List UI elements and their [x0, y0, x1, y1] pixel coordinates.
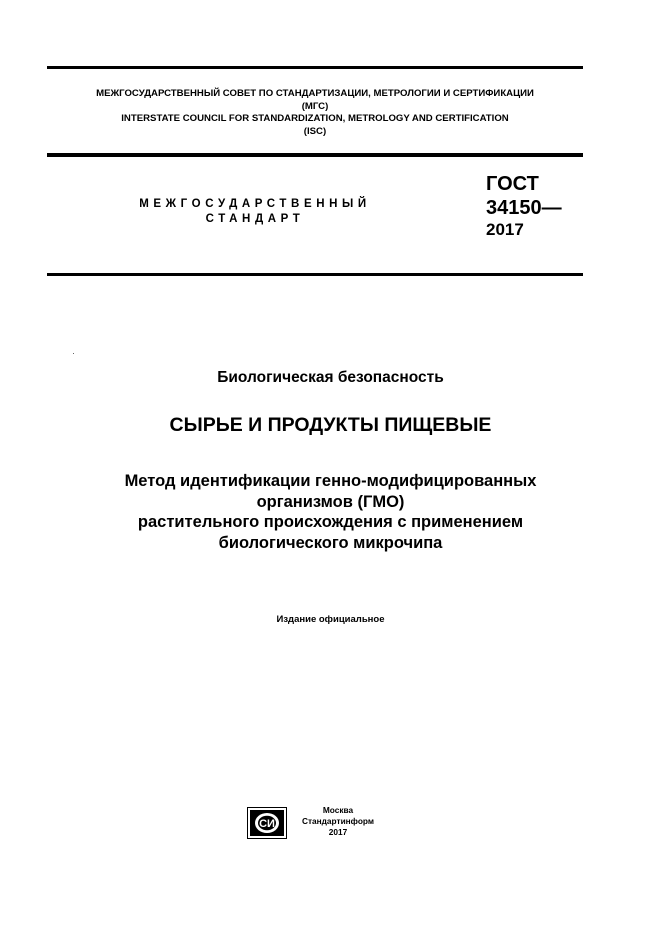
top-rule — [47, 66, 583, 69]
bottom-rule — [47, 273, 583, 276]
standard-type-line1: МЕЖГОСУДАРСТВЕННЫЙ — [139, 198, 371, 210]
council-header — [47, 88, 583, 138]
edition-label: Издание официальное — [276, 614, 385, 625]
standartinform-logo-icon — [247, 807, 287, 839]
gost-year: 2017 — [486, 220, 524, 239]
gost-number: 34150— — [486, 197, 562, 219]
document-subject: Биологическая безопасность — [217, 369, 444, 386]
standard-type — [120, 197, 390, 227]
svg-text:СИ: СИ — [259, 818, 275, 830]
publisher-name: Стандартинформ — [301, 816, 374, 827]
publisher-year: 2017 — [328, 827, 348, 838]
publisher-city: Москва — [322, 805, 354, 815]
method-line-2: организмов (ГМО) — [256, 492, 405, 511]
method-line-3: растительного происхождения с применением — [137, 513, 524, 531]
middle-rule — [47, 153, 583, 157]
method-title — [0, 471, 661, 553]
council-abbr-ru: (МГС) — [301, 100, 329, 112]
method-line-4: биологического микрочипа — [218, 533, 443, 552]
gost-designation — [486, 172, 562, 240]
stray-dot — [73, 353, 74, 354]
document-title: СЫРЬЕ И ПРОДУКТЫ ПИЩЕВЫЕ — [169, 414, 492, 436]
method-line-1: Метод идентификации генно-модифицированных — [124, 472, 537, 490]
publisher-info — [293, 805, 383, 839]
standard-type-line2: СТАНДАРТ — [205, 213, 305, 225]
council-name-en: INTERSTATE COUNCIL FOR STANDARDIZATION, METROLOGY AND CERTIFICATION — [121, 113, 509, 125]
council-abbr-en: (ISC) — [303, 125, 327, 137]
gost-label: ГОСТ — [486, 173, 539, 195]
council-name-ru: МЕЖГОСУДАРСТВЕННЫЙ СОВЕТ ПО СТАНДАРТИЗАЦИИ, МЕТРОЛОГИИ И СЕРТИФИКАЦИИ — [96, 88, 534, 99]
